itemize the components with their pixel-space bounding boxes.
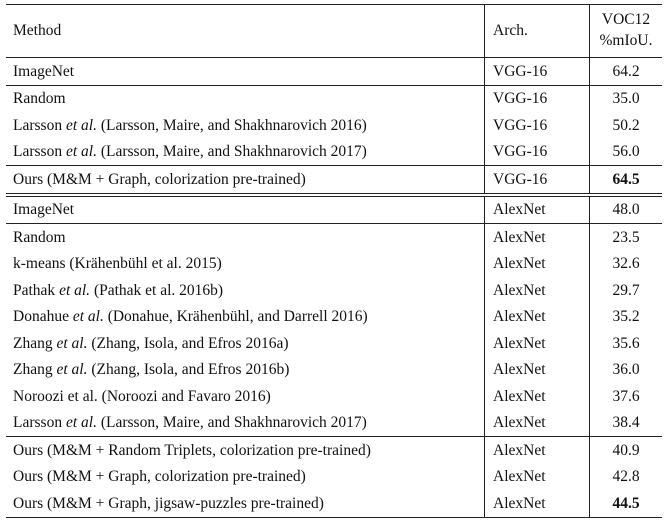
method-cell xyxy=(6,330,485,357)
table-row xyxy=(6,410,662,437)
arch-cell: AlexNet xyxy=(485,437,590,464)
method-text: ImageNet xyxy=(13,201,75,218)
table-row xyxy=(6,139,662,166)
method-cell xyxy=(6,304,485,331)
arch-cell: AlexNet xyxy=(485,490,590,517)
arch-cell: AlexNet xyxy=(485,357,590,384)
table-row xyxy=(6,330,662,357)
method-em: et al. xyxy=(65,116,97,134)
method-cell xyxy=(6,437,485,464)
table-row xyxy=(6,112,662,139)
score-cell: 48.0 xyxy=(590,195,663,224)
method-text: Ours (M&M + Graph, jigsaw-puzzles pre-trained) xyxy=(13,494,324,512)
arch-cell: AlexNet xyxy=(485,304,590,331)
score-cell: 56.0 xyxy=(590,139,663,166)
method-cell xyxy=(6,85,485,112)
arch-cell: VGG-16 xyxy=(485,139,590,166)
table-row xyxy=(6,357,662,384)
method-cell xyxy=(6,383,485,410)
table-row xyxy=(6,58,662,86)
table-row xyxy=(6,490,662,517)
method-text: Random xyxy=(13,228,66,246)
method-text-post: (Larsson, Maire, and Shakhnarovich 2017) xyxy=(96,414,367,431)
score-cell: 35.6 xyxy=(612,334,640,352)
method-em: et al. xyxy=(56,361,88,378)
method-cell xyxy=(6,58,485,86)
score-cell: 35.0 xyxy=(612,90,640,107)
method-text: Donahue xyxy=(13,308,73,325)
method-text: Pathak xyxy=(13,281,60,299)
table-row xyxy=(6,224,662,251)
table-row xyxy=(6,277,662,304)
arch-cell: AlexNet xyxy=(485,277,590,304)
method-cell xyxy=(6,357,485,384)
score-cell: 38.4 xyxy=(590,410,663,437)
arch-cell: AlexNet xyxy=(485,330,590,357)
method-text-post: (Zhang, Isola, and Efros 2016b) xyxy=(87,361,290,378)
method-text-post: (Larsson, Maire, and Shakhnarovich 2017) xyxy=(96,143,367,160)
results-table xyxy=(6,4,662,518)
method-em: et al. xyxy=(59,281,91,299)
method-text: Noroozi et al. (Noroozi and Favaro 2016) xyxy=(13,387,271,405)
method-cell xyxy=(6,464,485,491)
column-header-score xyxy=(590,5,663,58)
score-cell: 37.6 xyxy=(612,387,640,405)
table-row xyxy=(6,383,662,410)
method-text: Ours (M&M + Graph, colorization pre-trained) xyxy=(13,170,306,188)
method-text: Zhang xyxy=(13,334,57,352)
score-cell: 42.8 xyxy=(612,468,640,485)
column-header-score-line1: VOC12 xyxy=(601,11,651,29)
method-em: et al. xyxy=(72,308,104,325)
method-text: Larsson xyxy=(13,116,66,134)
table-row xyxy=(6,85,662,112)
method-cell xyxy=(6,490,485,517)
method-cell xyxy=(6,277,485,304)
arch-cell: AlexNet xyxy=(485,410,590,437)
score-cell: 32.6 xyxy=(612,255,640,272)
method-cell xyxy=(6,410,485,437)
method-cell xyxy=(6,224,485,251)
arch-cell: AlexNet xyxy=(485,224,590,251)
arch-cell: VGG-16 xyxy=(485,112,590,139)
score-cell: 40.9 xyxy=(612,441,640,459)
method-text-post: (Larsson, Maire, and Shakhnarovich 2016) xyxy=(96,116,367,134)
score-cell: 35.2 xyxy=(612,308,640,325)
results-table-container xyxy=(6,4,662,518)
arch-cell: AlexNet xyxy=(485,195,590,224)
score-cell: 29.7 xyxy=(612,281,640,299)
method-text: Random xyxy=(13,90,66,107)
arch-cell: AlexNet xyxy=(485,464,590,491)
method-cell xyxy=(6,139,485,166)
table-row xyxy=(6,304,662,331)
method-em: et al. xyxy=(65,414,97,431)
method-cell xyxy=(6,166,485,195)
method-text-post: (Zhang, Isola, and Efros 2016a) xyxy=(87,334,289,352)
column-header-method: Method xyxy=(6,5,485,58)
table-row xyxy=(6,166,662,195)
method-text-post: (Pathak et al. 2016b) xyxy=(90,281,224,299)
method-cell xyxy=(6,112,485,139)
score-cell-best: 44.5 xyxy=(590,490,663,517)
method-text: Larsson xyxy=(13,414,66,431)
arch-cell: AlexNet xyxy=(485,383,590,410)
arch-cell: VGG-16 xyxy=(485,85,590,112)
method-text: k-means (Krähenbühl et al. 2015) xyxy=(13,255,222,272)
score-cell: 36.0 xyxy=(612,361,640,378)
method-text: Ours (M&M + Graph, colorization pre-trained) xyxy=(13,468,306,485)
table-row xyxy=(6,195,662,224)
method-text: ImageNet xyxy=(13,62,75,80)
method-cell xyxy=(6,251,485,278)
method-text-post: (Donahue, Krähenbühl, and Darrell 2016) xyxy=(103,308,368,325)
method-text: Zhang xyxy=(13,361,57,378)
method-text: Ours (M&M + Random Triplets, colorization pre-trained) xyxy=(13,441,371,459)
table-header-row xyxy=(6,5,662,58)
column-header-score-line2: %mIoU. xyxy=(599,32,653,49)
method-cell xyxy=(6,195,485,224)
score-cell-best: 64.5 xyxy=(612,170,640,188)
arch-cell: AlexNet xyxy=(485,251,590,278)
column-header-arch: Arch. xyxy=(485,5,590,58)
table-row xyxy=(6,437,662,464)
table-row xyxy=(6,464,662,491)
method-text: Larsson xyxy=(13,143,66,160)
score-cell: 23.5 xyxy=(612,228,640,246)
table-row xyxy=(6,251,662,278)
method-em: et al. xyxy=(65,143,97,160)
method-em: et al. xyxy=(56,334,88,352)
arch-cell: VGG-16 xyxy=(485,58,590,86)
score-cell: 50.2 xyxy=(612,116,640,134)
score-cell: 64.2 xyxy=(590,58,663,86)
arch-cell: VGG-16 xyxy=(485,166,590,195)
